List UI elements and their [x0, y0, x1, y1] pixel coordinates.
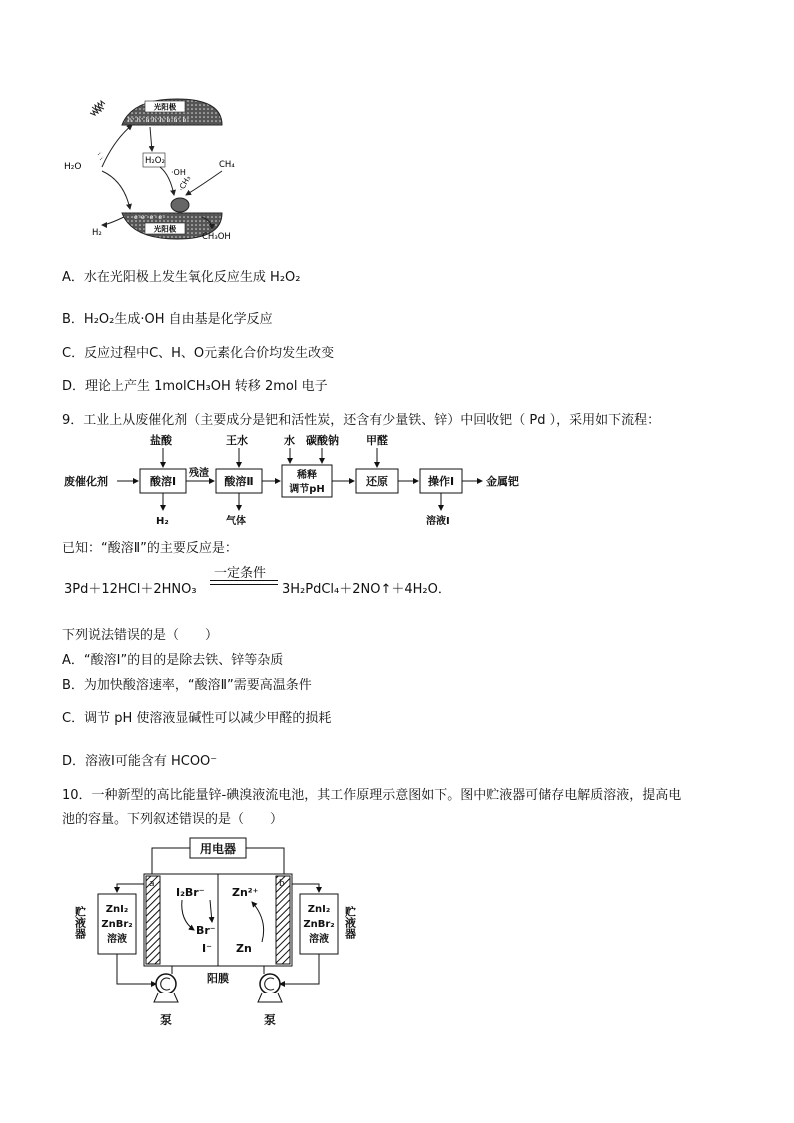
electrode-b: b — [279, 879, 285, 889]
pump-left-icon — [156, 974, 176, 994]
q9-option-b: B．为加快酸溶速率，“酸溶Ⅱ”需要高温条件 — [62, 678, 312, 693]
species-zn: Zn — [236, 942, 252, 955]
flow-out-1: H₂ — [156, 516, 169, 527]
q9-option-c: C．调节 pH 使溶液显碱性可以减少甲醛的损耗 — [62, 711, 332, 726]
species-zn2: Zn²⁺ — [232, 886, 259, 899]
reservoir-left-label: 贮液器 — [73, 906, 87, 939]
membrane-label: 阳膜 — [207, 972, 229, 985]
left-tank-line2: ZnBr₂ — [101, 919, 133, 930]
equation-right: 3H₂PdCl₄＋2NO↑＋4H₂O． — [282, 582, 451, 597]
q9-question: 下列说法错误的是（ ） — [62, 628, 219, 643]
flow-out-5: 溶液Ⅰ — [426, 516, 450, 527]
electron-row: e⁻e⁻ e⁻ e⁻ — [134, 214, 166, 221]
methanol-label: CH₃OH — [202, 232, 231, 242]
q8-option-d: D．理论上产生 1molCH₃OH 转移 2mol 电子 — [62, 379, 328, 394]
q8-option-b: B．H₂O₂生成·OH 自由基是化学反应 — [62, 312, 273, 327]
h2o2-label: H₂O₂ — [145, 156, 165, 166]
flow-box-3-line2: 调节pH — [289, 484, 325, 495]
equation-double-line — [210, 580, 278, 585]
flow-product: 金属钯 — [486, 475, 519, 488]
flow-input: 废催化剂 — [64, 475, 108, 488]
q9-option-a: A．“酸溶Ⅰ”的目的是除去铁、锌等杂质 — [62, 653, 284, 668]
flow-box-4: 还原 — [366, 475, 388, 488]
water-label: H₂O — [64, 162, 82, 172]
right-tank-line3: 溶液 — [309, 934, 329, 945]
flow-box-5: 操作Ⅰ — [427, 475, 455, 488]
q9-stem: 9．工业上从废催化剂（主要成分是钯和活性炭，还含有少量铁、锌）中回收钯（ Pd ），采用如下流程： — [62, 413, 661, 428]
species-i2br: I₂Br⁻ — [176, 886, 205, 899]
species-i: I⁻ — [202, 942, 212, 955]
flow-out-2: 气体 — [226, 516, 246, 527]
flow-reagent-3a: 水 — [284, 434, 295, 447]
photoanode-diagram — [62, 95, 252, 250]
flow-box-2: 酸溶Ⅱ — [224, 475, 254, 488]
flow-reagent-2: 王水 — [226, 434, 248, 447]
q10-stem-line2: 池的容量。下列叙述错误的是（ ） — [62, 812, 284, 827]
appliance-label: 用电器 — [199, 842, 237, 856]
left-tank-line3: 溶液 — [107, 934, 127, 945]
electrode-a: a — [149, 879, 155, 889]
flow-reagent-4: 甲醛 — [366, 434, 388, 447]
methyl-radical-label: ·CH₃ — [176, 174, 193, 193]
right-tank-line2: ZnBr₂ — [303, 919, 335, 930]
q9-equation — [64, 566, 484, 606]
q9-known: 已知：“酸溶Ⅱ”的主要反应是： — [62, 541, 238, 556]
flow-reagent-1: 盐酸 — [150, 434, 172, 447]
pump-right-icon — [260, 974, 280, 994]
flow-reagent-3b: 碳酸钠 — [306, 434, 339, 447]
left-tank-line1: ZnI₂ — [105, 904, 129, 915]
methane-label: CH₄ — [219, 160, 235, 170]
q9-process-flow — [62, 432, 582, 532]
reservoir-right-label: 贮液器 — [343, 906, 357, 939]
flow-box-1: 酸溶Ⅰ — [149, 475, 177, 488]
bottom-photoanode-label: 光阳极 — [153, 224, 177, 234]
q9-option-d: D．溶液Ⅰ可能含有 HCOO⁻ — [62, 754, 218, 769]
right-tank-line1: ZnI₂ — [307, 904, 331, 915]
species-br: Br⁻ — [196, 924, 216, 937]
pump-left-label: 泵 — [159, 1013, 173, 1027]
equation-condition: 一定条件 — [214, 566, 267, 581]
q8-option-c: C．反应过程中C、H、O元素化合价均发生改变 — [62, 346, 335, 361]
flow-box-3-line1: 稀释 — [297, 470, 317, 481]
hole-row: h⁺ h⁺ h⁺h⁺h⁺h⁺h⁺ h⁺ — [128, 117, 190, 124]
top-photoanode-label: 光阳极 — [153, 102, 177, 112]
hydrogen-label: H₂ — [92, 228, 102, 238]
flow-residue: 残渣 — [189, 468, 209, 479]
q10-stem-line1: 10．一种新型的高比能量锌-碘溴液流电池，其工作原理示意图如下。图中贮液器可储存电解质溶液，提高电 — [62, 788, 682, 803]
equation-left: 3Pd＋12HCl＋2HNO₃ — [64, 582, 197, 597]
q8-option-a: A．水在光阳极上发生氧化反应生成 H₂O₂ — [62, 270, 301, 285]
oh-radical-label: ·OH — [171, 168, 186, 177]
pump-right-label: 泵 — [263, 1013, 277, 1027]
flow-battery-diagram — [72, 834, 372, 1034]
light-icon — [90, 101, 105, 115]
